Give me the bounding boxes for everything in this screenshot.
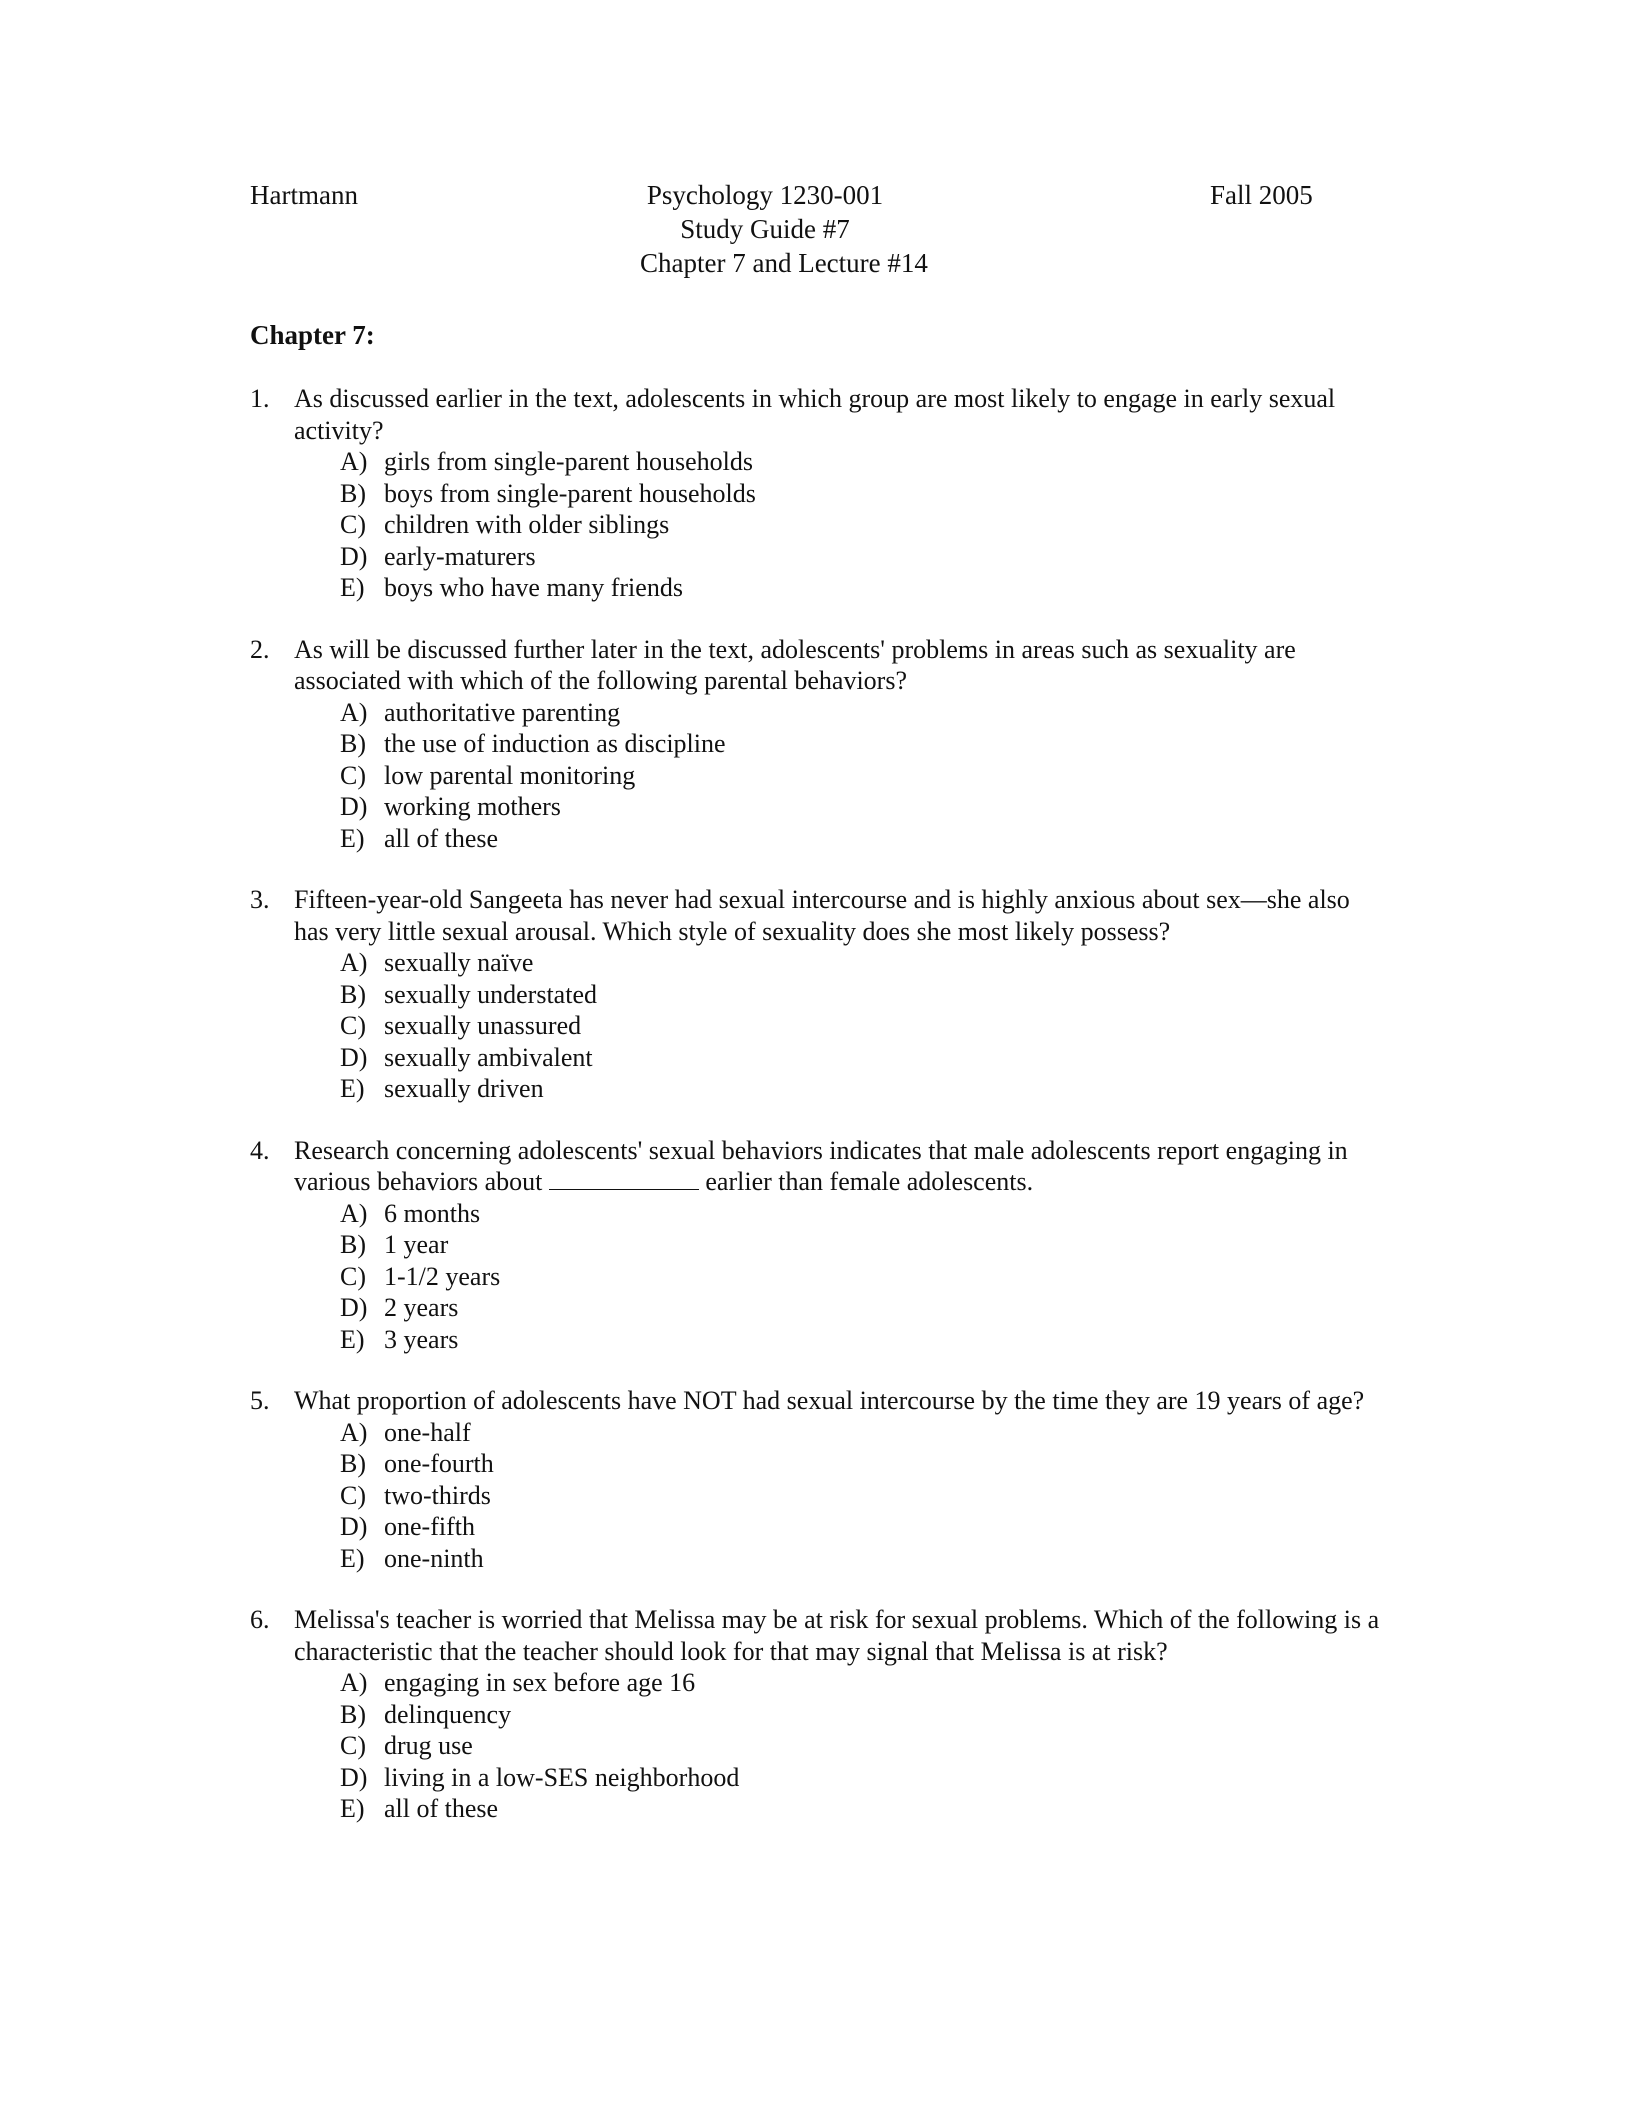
option-letter: C) <box>340 1731 366 1760</box>
option-text: all of these <box>384 823 499 853</box>
answer-option <box>340 823 1390 855</box>
option-letter: D) <box>340 541 368 571</box>
option-text: 3 years <box>384 1324 459 1354</box>
answer-option <box>340 697 1390 729</box>
answer-option <box>340 1448 1390 1480</box>
question-3 <box>250 884 1390 1105</box>
answer-option <box>340 1324 1390 1356</box>
option-text: 6 months <box>384 1198 481 1228</box>
question-number: 3. <box>250 885 270 914</box>
question-6 <box>250 1604 1390 1825</box>
option-text: one-fourth <box>384 1449 494 1478</box>
option-text: delinquency <box>384 1699 512 1729</box>
option-text: all of these <box>384 1794 499 1823</box>
answer-option <box>340 1042 1390 1074</box>
question-text <box>294 1135 1384 1198</box>
answer-option <box>340 1699 1390 1731</box>
option-text: sexually ambivalent <box>384 1042 593 1072</box>
option-text: sexually driven <box>384 1074 544 1103</box>
option-text: low parental monitoring <box>384 760 636 790</box>
option-letter: E) <box>340 1794 365 1823</box>
guide-title: Study Guide #7 <box>680 214 850 244</box>
option-letter: D) <box>340 792 368 821</box>
question-text: As discussed earlier in the text, adolescents in which group are most likely to engage in early sexual activity? <box>294 384 1336 445</box>
option-text: 2 years <box>384 1293 459 1322</box>
option-letter: E) <box>340 1543 365 1573</box>
answer-option <box>340 1511 1390 1543</box>
fill-in-blank <box>549 1167 699 1190</box>
answer-option <box>340 446 1390 478</box>
option-letter: A) <box>340 1668 368 1697</box>
question-text-before-blank: Research concerning adolescents' sexual behaviors indicates that male adolescents report engaging in various behaviors about <box>294 1135 1348 1196</box>
option-text: drug use <box>384 1731 473 1760</box>
option-text: living in a low-SES neighborhood <box>384 1762 740 1792</box>
answer-option <box>340 1480 1390 1512</box>
option-letter: A) <box>340 1417 368 1447</box>
option-letter: E) <box>340 1324 365 1354</box>
option-letter: E) <box>340 1074 365 1103</box>
option-letter: D) <box>340 1293 368 1322</box>
question-list <box>250 383 1390 1855</box>
answer-option <box>340 509 1390 541</box>
answer-option <box>340 541 1390 573</box>
option-letter: A) <box>340 447 368 476</box>
study-guide-page <box>250 178 1390 1823</box>
answer-option <box>340 1010 1390 1042</box>
option-letter: B) <box>340 1449 366 1478</box>
question-number: 4. <box>250 1135 270 1165</box>
question-text: As will be discussed further later in the text, adolescents' problems in areas such as sexuality are associated with which of the following parental behaviors? <box>294 634 1296 695</box>
option-letter: B) <box>340 1230 366 1259</box>
question-5 <box>250 1385 1390 1574</box>
term-label: Fall 2005 <box>1210 180 1313 210</box>
option-letter: D) <box>340 1762 368 1792</box>
answer-option <box>340 947 1390 979</box>
guide-coverage: Chapter 7 and Lecture #14 <box>640 248 928 278</box>
answer-option <box>340 1229 1390 1261</box>
question-4 <box>250 1135 1390 1356</box>
course-title: Psychology 1230-001 <box>646 180 884 210</box>
option-letter: B) <box>340 729 366 758</box>
option-text: one-half <box>384 1417 471 1447</box>
answer-option <box>340 760 1390 792</box>
document-header <box>250 178 1390 288</box>
question-text: Fifteen-year-old Sangeeta has never had sexual intercourse and is highly anxious about sex—she also has very little sexual arousal. Which style of sexuality does she most likely possess? <box>294 885 1350 946</box>
answer-option <box>340 1543 1390 1575</box>
option-text: engaging in sex before age 16 <box>384 1668 696 1697</box>
chapter-heading: Chapter 7: <box>250 320 375 350</box>
answer-option <box>340 979 1390 1011</box>
answer-option <box>340 1261 1390 1293</box>
question-number: 6. <box>250 1605 270 1634</box>
option-text: one-fifth <box>384 1512 475 1541</box>
option-letter: B) <box>340 1699 366 1729</box>
option-letter: C) <box>340 510 366 539</box>
option-letter: B) <box>340 979 366 1009</box>
answer-options <box>340 446 1390 604</box>
answer-options <box>340 1198 1390 1356</box>
option-text: working mothers <box>384 792 561 821</box>
option-text: 1 year <box>384 1230 449 1259</box>
course-title-block <box>640 178 928 280</box>
instructor-name: Hartmann <box>250 180 358 210</box>
answer-option <box>340 1292 1390 1324</box>
answer-option <box>340 478 1390 510</box>
option-text: early-maturers <box>384 541 536 571</box>
question-2 <box>250 634 1390 855</box>
answer-options <box>340 1667 1390 1825</box>
option-text: one-ninth <box>384 1543 484 1573</box>
question-number: 5. <box>250 1386 270 1415</box>
answer-option <box>340 1073 1390 1105</box>
option-text: 1-1/2 years <box>384 1261 501 1291</box>
answer-option <box>340 728 1390 760</box>
option-letter: C) <box>340 1011 366 1040</box>
answer-option <box>340 791 1390 823</box>
answer-options <box>340 1417 1390 1575</box>
option-text: two-thirds <box>384 1480 491 1510</box>
option-letter: A) <box>340 948 368 977</box>
option-letter: A) <box>340 1198 368 1228</box>
option-text: sexually understated <box>384 979 597 1009</box>
answer-option <box>340 1730 1390 1762</box>
option-letter: C) <box>340 1480 366 1510</box>
question-text: What proportion of adolescents have NOT had sexual intercourse by the time they are 19 years of age? <box>294 1386 1365 1415</box>
option-letter: C) <box>340 1261 366 1291</box>
option-letter: E) <box>340 823 365 853</box>
answer-options <box>340 947 1390 1105</box>
answer-option <box>340 572 1390 604</box>
question-number: 2. <box>250 634 270 664</box>
answer-option <box>340 1417 1390 1449</box>
option-text: sexually naïve <box>384 948 534 977</box>
option-text: girls from single-parent households <box>384 447 753 476</box>
option-text: authoritative parenting <box>384 697 621 727</box>
question-text-after-blank: earlier than female adolescents. <box>698 1167 1034 1196</box>
option-letter: D) <box>340 1042 368 1072</box>
option-text: boys who have many friends <box>384 573 683 602</box>
answer-option <box>340 1198 1390 1230</box>
option-text: sexually unassured <box>384 1011 582 1040</box>
question-number: 1. <box>250 384 270 413</box>
option-text: boys from single-parent households <box>384 478 756 508</box>
question-1 <box>250 383 1390 604</box>
option-letter: A) <box>340 697 368 727</box>
option-text: the use of induction as discipline <box>384 729 726 758</box>
answer-option <box>340 1667 1390 1699</box>
option-text: children with older siblings <box>384 510 670 539</box>
answer-options <box>340 697 1390 855</box>
option-letter: C) <box>340 760 366 790</box>
question-text: Melissa's teacher is worried that Melissa may be at risk for sexual problems. Which of the following is a characteristic that the teacher should look for that may signal that Melissa is at risk? <box>294 1605 1380 1666</box>
option-letter: B) <box>340 478 366 508</box>
option-letter: D) <box>340 1512 368 1541</box>
option-letter: E) <box>340 573 365 602</box>
answer-option <box>340 1793 1390 1825</box>
answer-option <box>340 1762 1390 1794</box>
